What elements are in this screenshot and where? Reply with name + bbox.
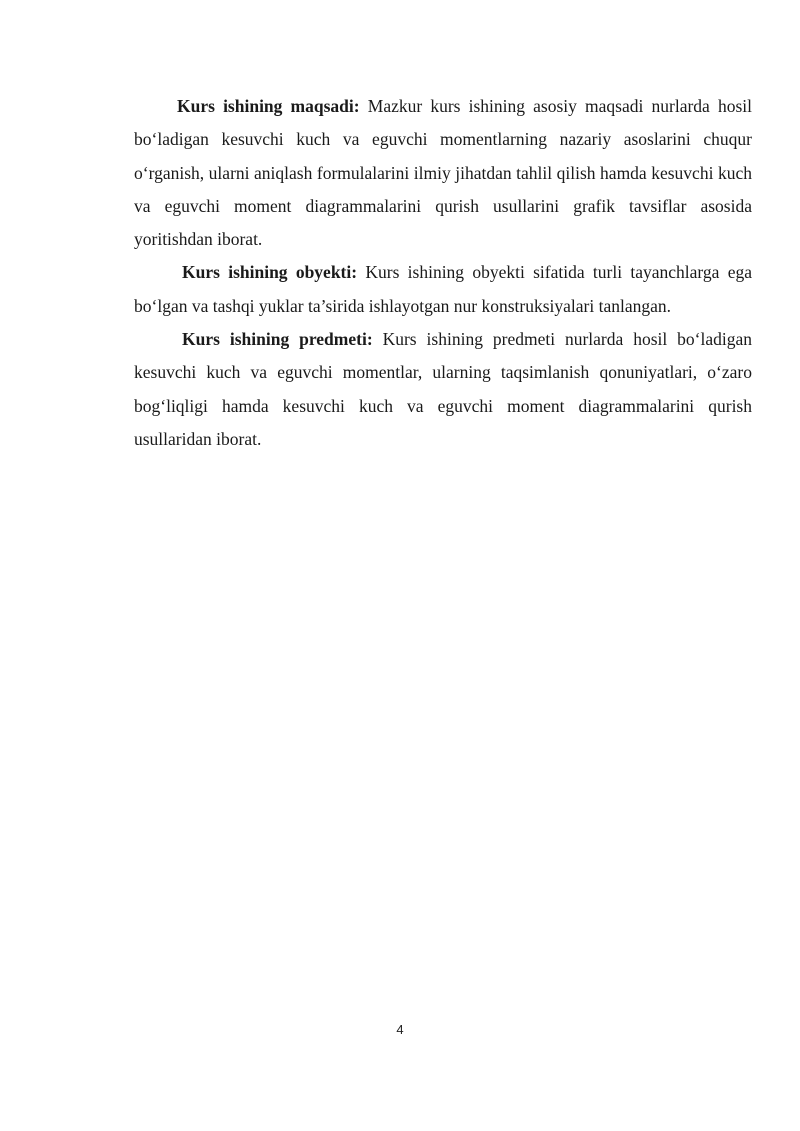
paragraph-subject bbox=[134, 323, 752, 456]
paragraph-goal-heading: Kurs ishining maqsadi: bbox=[177, 96, 360, 116]
paragraph-object-heading: Kurs ishining obyekti: bbox=[182, 262, 358, 283]
body-text bbox=[134, 90, 752, 456]
paragraph-object-text: Kurs ishining obyekti sifatida turli tayanchlarga ega bo‘lgan va tashqi yuklar ta’sirida ishlayotgan nur konstruksiyalari tanlangan. bbox=[134, 262, 752, 316]
paragraph-object bbox=[134, 256, 752, 323]
paragraph-goal-text: Mazkur kurs ishining asosiy maqsadi nurlarda hosil bo‘ladigan kesuvchi kuch va eguvchi momentlarning nazariy asoslarini chuqur o‘rganish, ularni aniqlash formulalarini ilmiy jihatdan tahlil qilish hamda kesuvchi kuch va eguvchi moment diagrammalarini qurish usullarini grafik tavsiflar asosida yoritishdan iborat. bbox=[134, 96, 752, 250]
paragraph-subject-text: Kurs ishining predmeti nurlarda hosil bo‘ladigan kesuvchi kuch va eguvchi momentlar, ularning taqsimlanish qonuniyatlari, o‘zaro bog‘liqligi hamda kesuvchi kuch va eguvchi moment diagrammalarini qurish usullaridan iborat. bbox=[134, 329, 752, 449]
paragraph-goal bbox=[134, 90, 752, 256]
paragraph-subject-heading: Kurs ishining predmeti: bbox=[182, 329, 373, 350]
page-number: 4 bbox=[396, 1022, 404, 1037]
